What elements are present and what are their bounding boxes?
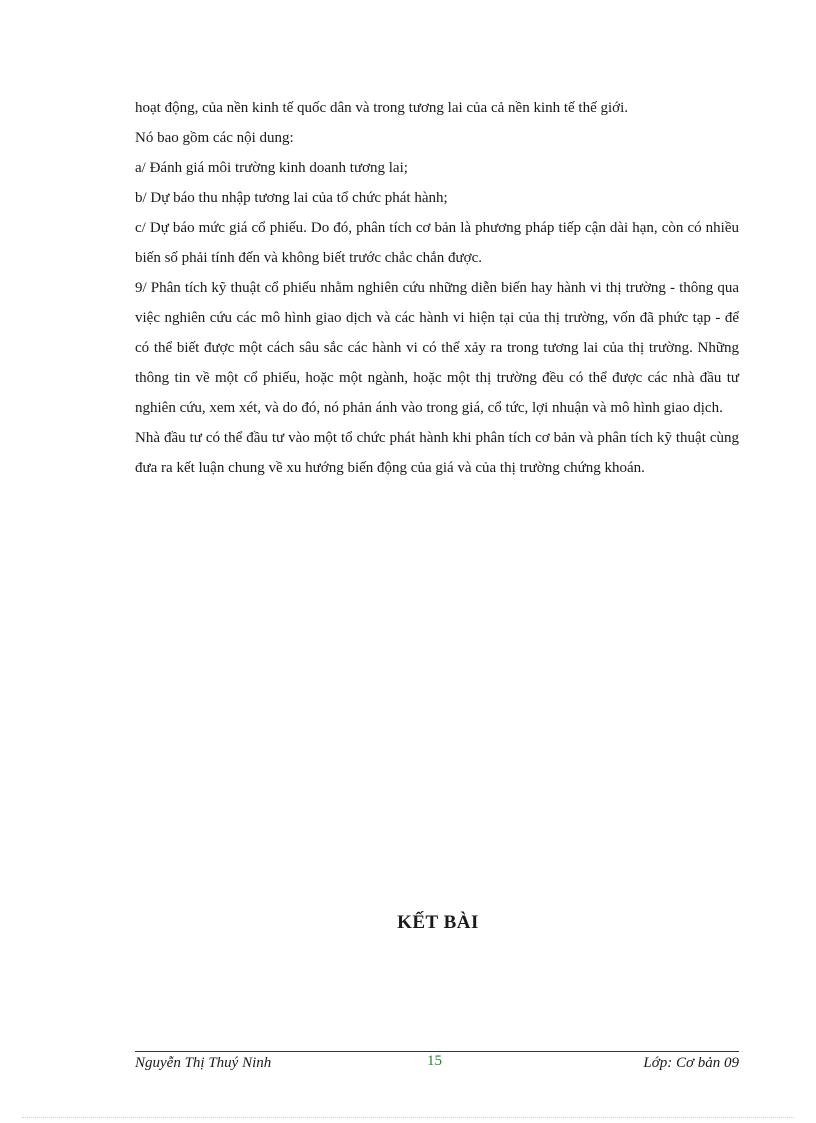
paragraph-intro-continuation: hoạt động, của nền kinh tế quốc dân và trong tương lai của cả nền kinh tế thế giới. — [135, 100, 629, 116]
paragraph-item-c: c/ Dự báo mức giá cổ phiếu. Do đó, phân tích cơ bản là phương pháp tiếp cận dài hạn, còn có nhiều biến số phải tính đến và không biết trước chắc chắn được. — [135, 220, 739, 266]
page-footer — [135, 1055, 739, 1077]
footer-divider — [135, 1051, 739, 1052]
footer-author: Nguyễn Thị Thuý Ninh — [135, 1055, 272, 1071]
paragraph-technical-analysis: 9/ Phân tích kỹ thuật cổ phiếu nhằm nghiên cứu những diễn biến hay hành vi thị trường - thông qua việc nghiên cứu các mô hình giao dịch và các hành vi hiện tại của thị trường, vốn đã phức tạp - để có thể biết được một cách sâu sắc các hành vi có thể xảy ra trong tương lai của thị trường. Những thông tin về một cổ phiếu, hoặc một ngành, hoặc một thị trường đều có thể được các nhà đầu tư nghiên cứu, xem xét, và do đó, nó phản ánh vào trong giá, cổ tức, lợi nhuận và mô hình giao dịch. — [135, 280, 739, 416]
page-bottom-edge — [22, 1117, 794, 1118]
paragraph-contents-intro: Nó bao gồm các nội dung: — [135, 130, 294, 146]
section-heading: KẾT BÀI — [397, 912, 479, 933]
body-text — [135, 93, 739, 483]
paragraph-conclusion-note: Nhà đầu tư có thể đầu tư vào một tổ chức phát hành khi phân tích cơ bản và phân tích kỹ thuật cùng đưa ra kết luận chung về xu hướng biến động của giá và của thị trường chứng khoán. — [135, 430, 739, 476]
page-number: 15 — [427, 1053, 442, 1069]
paragraph-item-b: b/ Dự báo thu nhập tương lai của tổ chức phát hành; — [135, 190, 448, 206]
paragraph-item-a: a/ Đánh giá môi trường kinh doanh tương lai; — [135, 160, 408, 176]
footer-class-label: Lớp: Cơ bản 09 — [643, 1055, 739, 1071]
